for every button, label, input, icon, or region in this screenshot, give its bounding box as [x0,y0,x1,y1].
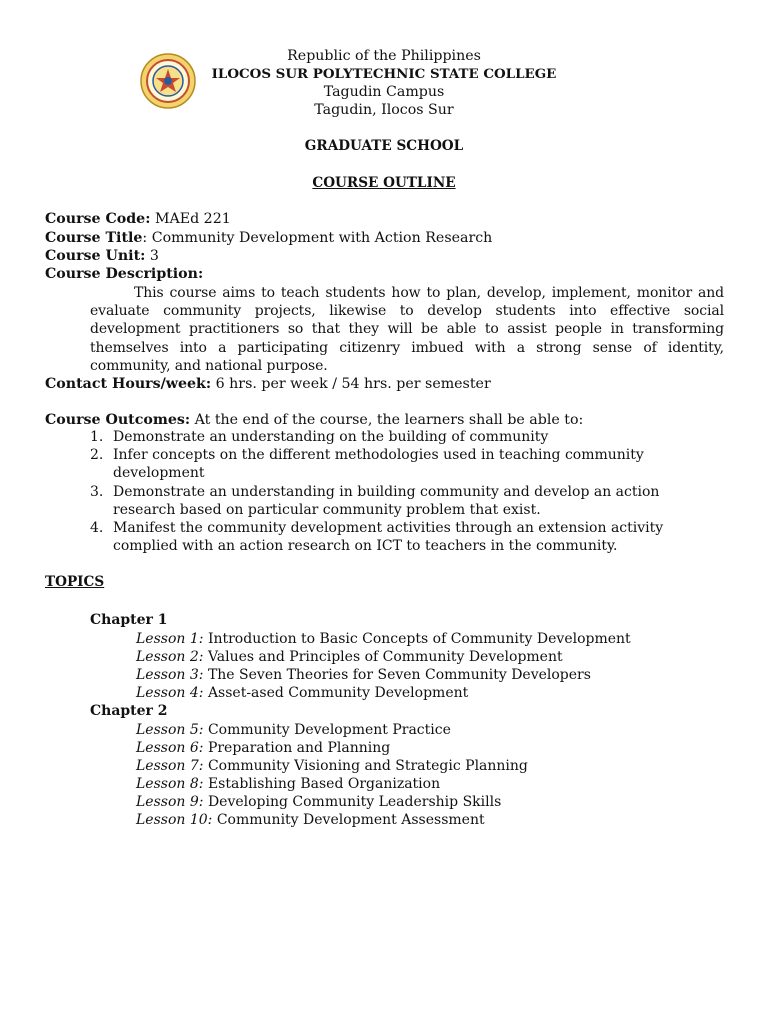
course-unit-value: 3 [149,248,159,264]
lesson-item [136,811,485,829]
list-item [90,519,710,555]
address-line: Tagudin, Ilocos Sur [314,102,454,118]
lesson-item [136,739,390,757]
list-item [90,483,710,519]
course-outcomes-row [45,411,583,429]
outcomes-list [90,428,710,555]
course-code-row [45,210,231,228]
topics-heading: TOPICS [45,574,105,590]
school-heading: GRADUATE SCHOOL [304,138,464,154]
lesson-label: Lesson 10: [136,812,213,828]
lesson-title: Establishing Based Organization [207,776,441,792]
lesson-title: Values and Principles of Community Development [207,649,563,665]
lesson-title: Community Development Assessment [216,812,485,828]
contact-hours-row [45,375,491,393]
lesson-title: Preparation and Planning [207,740,391,756]
course-description-row [45,265,203,283]
list-item-text: Demonstrate an understanding in building community and develop an action research based on particular community problem that exist. [113,483,660,518]
lesson-title: Community Development Practice [207,722,451,738]
lesson-title: Introduction to Basic Concepts of Community Development [207,631,631,647]
lesson-item [136,630,631,648]
lesson-title: Developing Community Leadership Skills [207,794,502,810]
course-description-label: Course Description: [45,266,204,282]
lesson-title: The Seven Theories for Seven Community Developers [207,667,591,683]
lesson-label: Lesson 3: [136,667,204,683]
list-item [90,428,710,446]
republic-line: Republic of the Philippines [287,48,481,64]
lesson-item [136,721,451,739]
list-item-number: 2. [90,447,104,464]
letterhead [0,47,768,119]
lesson-label: Lesson 8: [136,776,204,792]
lesson-label: Lesson 4: [136,685,204,701]
list-item-text: Infer concepts on the different methodologies used in teaching community development [113,447,644,482]
contact-hours-label: Contact Hours/week: [45,376,212,392]
lesson-item [136,757,528,775]
course-title-label: Course Title [45,230,143,246]
lesson-label: Lesson 5: [136,722,204,738]
lesson-title: Community Visioning and Strategic Planning [207,758,528,774]
list-item-number: 4. [90,520,104,537]
lesson-label: Lesson 7: [136,758,204,774]
course-title-row [45,229,492,247]
course-outcomes-label: Course Outcomes: [45,412,191,428]
course-outcomes-intro: At the end of the course, the learners shall be able to: [194,412,584,428]
lesson-title: Asset-ased Community Development [207,685,469,701]
lesson-item [136,666,591,684]
course-unit-label: Course Unit: [45,248,146,264]
campus-line: Tagudin Campus [323,84,445,100]
list-item-text: Demonstrate an understanding on the building of community [113,429,549,445]
lesson-label: Lesson 9: [136,794,204,810]
lesson-item [136,684,468,702]
chapter-2-heading: Chapter 2 [90,703,168,719]
contact-hours-value: 6 hrs. per week / 54 hrs. per semester [215,376,491,392]
list-item-text: Manifest the community development activities through an extension activity complied with an action research on ICT to teachers in the community. [113,520,664,555]
course-unit-row [45,247,159,265]
lesson-item [136,648,563,666]
list-item-number: 1. [90,429,104,445]
lesson-item [136,793,501,811]
lesson-item [136,775,440,793]
course-title-value: : Community Development with Action Research [142,230,493,246]
course-code-label: Course Code: [45,211,151,227]
lesson-label: Lesson 1: [136,631,204,647]
lesson-label: Lesson 6: [136,740,204,756]
list-item [90,446,710,482]
college-name: ILOCOS SUR POLYTECHNIC STATE COLLEGE [211,66,557,82]
document-title: COURSE OUTLINE [312,175,456,191]
chapter-1-heading: Chapter 1 [90,612,168,628]
lesson-label: Lesson 2: [136,649,204,665]
course-code-value: MAEd 221 [154,211,231,227]
course-description-text: This course aims to teach students how to plan, develop, implement, monitor and evaluate community projects, likewise to develop students into effective social development practitioners so that they will be able to assist people in transforming themselves into a participating citizenry imbued with a strong sense of identity, community, and national purpose. [90,285,724,374]
list-item-number: 3. [90,483,104,500]
